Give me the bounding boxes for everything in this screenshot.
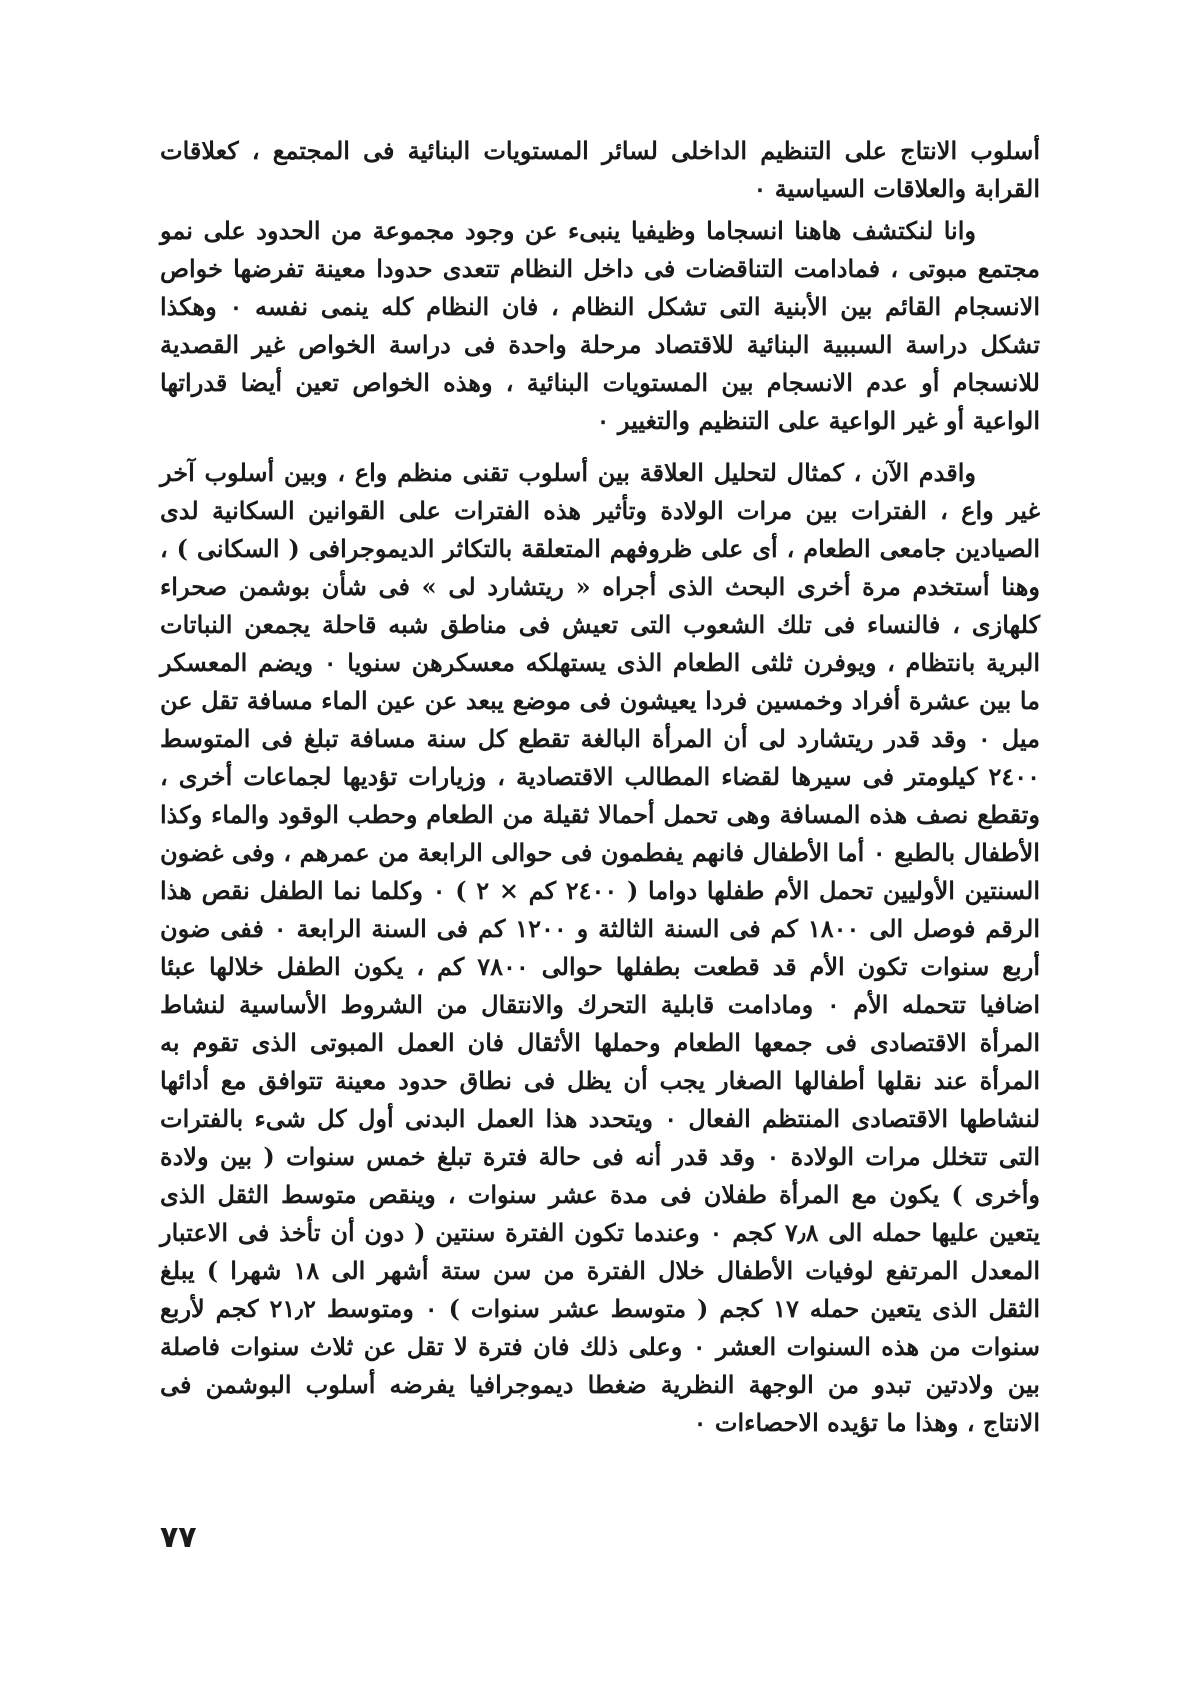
paragraph-text: أسلوب الانتاج على التنظيم الداخلى لسائر المستويات البنائية فى المجتمع ، كعلاقات القرابة والعلاقات السياسية ٠: [160, 136, 1040, 203]
paragraph-harmony: [160, 212, 1040, 440]
paragraph-text: واقدم الآن ، كمثال لتحليل العلاقة بين أسلوب تقنى منظم واع ، وبين أسلوب آخر غير واع ، الفترات بين مرات الولادة وتأثير هذه الفترات على القوانين السكانية لدى الصيادين جامعى الطعام ، أى على ظروفهم المتعلقة بالتكاثر الديموجرافى ( السكانى ) ، وهنا أستخدم مرة أخرى البحث الذى أجراه « ريتشارد لى » فى شأن بوشمن صحراء كلهازى ، فالنساء فى تلك الشعوب التى تعيش فى مناطق شبه قاحلة يجمعن النباتات البرية بانتظام ، ويوفرن ثلثى الطعام الذى يستهلكه معسكرهن سنويا ٠ ويضم المعسكر ما بين عشرة أفراد وخمسين فردا يعيشون فى موضع يبعد عن عين الماء مسافة تقل عن ميل ٠ وقد قدر ريتشارد لى أن المرأة البالغة تقطع كل سنة مسافة تبلغ فى المتوسط ٢٤٠٠ كيلومتر فى سيرها لقضاء المطالب الاقتصادية ، وزيارات تؤديها لجماعات أخرى ، وتقطع نصف هذه المسافة وهى تحمل أحمالا ثقيلة من الطعام وحطب الوقود والماء وكذا الأطفال بالطبع ٠ أما الأطفال فانهم يفطمون فى حوالى الرابعة من عمرهم ، وفى غضون السنتين الأوليين تحمل الأم طفلها دواما ( ٢٤٠٠ كم × ٢ ) ٠ وكلما نما الطفل نقص هذا الرقم فوصل الى ١٨٠٠ كم فى السنة الثالثة و ١٢٠٠ كم فى السنة الرابعة ٠ ففى ضون أربع سنوات تكون الأم قد قطعت بطفلها حوالى ٧٨٠٠ كم ، يكون الطفل خلالها عبئا اضافيا تتحمله الأم ٠ ومادامت قابلية التحرك والانتقال من الشروط الأساسية لنشاط المرأة الاقتصادى فى جمعها الطعام وحملها الأثقال فان العمل المبوتى الذى تقوم به المرأة عند نقلها أطفالها الصغار يجب أن يظل فى نطاق حدود معينة تتوافق مع أدائها لنشاطها الاقتصادى المنتظم الفعال ٠ ويتحدد هذا العمل البدنى أول كل شىء بالفترات التى تتخلل مرات الولادة ٠ وقد قدر أنه فى حالة فترة تبلغ خمس سنوات ( بين ولادة وأخرى ) يكون مع المرأة طفلان فى مدة عشر سنوات ، وينقص متوسط الثقل الذى يتعين عليها حمله الى ٧٫٨ كجم ٠ وعندما تكون الفترة سنتين ( دون أن تأخذ فى الاعتبار المعدل المرتفع لوفيات الأطفال خلال الفترة من سن ستة أشهر الى ١٨ شهرا ) يبلغ الثقل الذى يتعين حمله ١٧ كجم ( متوسط عشر سنوات ) ٠ ومتوسط ٢١٫٢ كجم لأربع سنوات من هذه السنوات العشر ٠ وعلى ذلك فان فترة لا تقل عن ثلاث سنوات فاصلة بين ولادتين تبدو من الوجهة النظرية ضغطا ديموجرافيا يفرضه أسلوب البوشمن فى الانتاج ، وهذا ما تؤيده الاحصاءات ٠: [160, 458, 1041, 1437]
paragraph-text: وانا لنكتشف هاهنا انسجاما وظيفيا ينبىء عن وجود مجموعة من الحدود على نمو مجتمع مبوتى ، فمادامت التناقضات فى داخل النظام تتعدى حدودا معينة تفرضها خواص الانسجام القائم بين الأبنية التى تشكل النظام ، فان النظام كله ينمى نفسه ٠ وهكذا تشكل دراسة السببية البنائية للاقتصاد مرحلة واحدة فى دراسة الخواص غير القصدية للانسجام أو عدم الانسجام بين المستويات البنائية ، وهذه الخواص تعين أيضا قدراتها الواعية أو غير الواعية على التنظيم والتغيير ٠: [160, 216, 1040, 435]
paragraph-bushmen-example: [160, 454, 1040, 1442]
page-number: ٧٧: [160, 1520, 197, 1555]
paragraph-continuation: [160, 132, 1040, 208]
